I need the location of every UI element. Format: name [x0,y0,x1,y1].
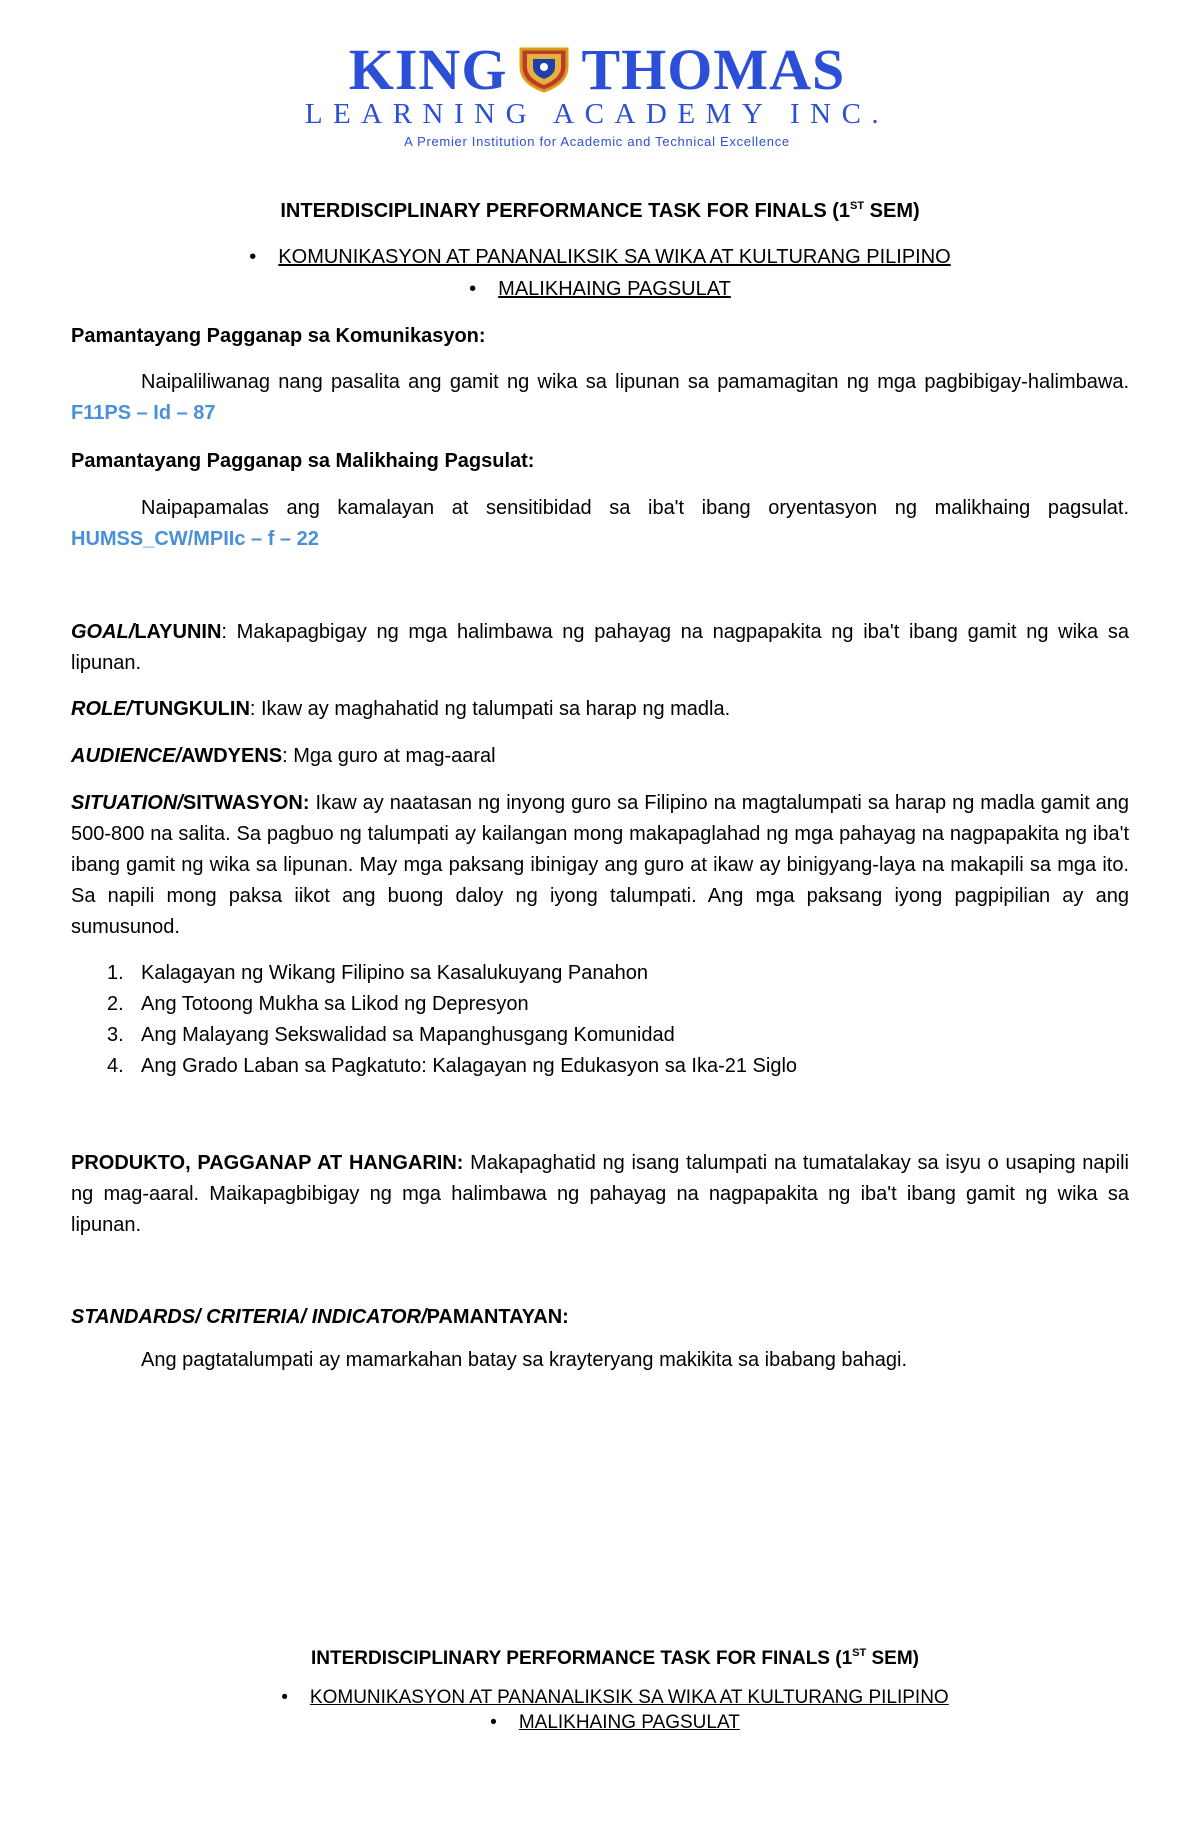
audience-label-en: AUDIENCE/ [71,745,182,767]
goal-label-en: GOAL/ [71,621,135,643]
std-mp-code: HUMSS_CW/MPIIc – f – 22 [71,528,319,550]
bullet-icon: • [469,278,477,300]
bullet-icon: • [490,1712,497,1733]
logo-subtitle: LEARNING ACADEMY INC. [304,98,890,130]
task-title [0,199,1200,223]
subject-malikhaing-pagsulat: MALIKHAING PAGSULAT [518,1712,740,1733]
list-item [71,989,1129,1020]
task-title-main: INTERDISCIPLINARY PERFORMANCE TASK FOR FINALS (1 [280,200,851,222]
logo-title [262,37,932,102]
task-title-end: SEM) [864,200,920,222]
topic-list [71,958,1129,1082]
role-label-fil: TUNGKULIN [132,698,250,720]
list-item [71,1051,1129,1082]
list-number: 4. [107,1055,124,1077]
situation-text: Ikaw ay naatasan ng inyong guro sa Filipino na magtalumpati sa harap ng madla gamit ang 500-800 na salita. Sa pagbuo ng talumpati ay kailangan mong makapaglahad ng mga pahayag na nagpapakita ng iba't ibang gamit ng wika sa lipunan. May mga paksang ibinigay ang guro at ikaw ay binigyang-laya na makapili sa mga ito. Sa napili mong paksa iikot ang buong daloy ng iyong talumpati. Ang mga paksang iyong pagpipilian ay ang sumusunod. [71,792,1129,938]
std-kom-paragraph [71,367,1129,429]
standards-label-en: STANDARDS/ CRITERIA/ INDICATOR/ [71,1306,427,1328]
task-title-page2 [0,1647,1200,1671]
situation-label-fil: SITWASYON: [182,792,310,814]
goal-text: : Makapagbigay ng mga halimbawa ng pahayag na nagpapakita ng iba't ibang gamit ng wika sa lipunan. [71,621,1129,674]
topic-text: Ang Grado Laban sa Pagkatuto: Kalagayan ng Edukasyon sa Ika-21 Siglo [141,1055,798,1077]
logo-title-right: THOMAS [581,37,846,102]
role-label-en: ROLE/ [71,698,133,720]
topic-text: Ang Totoong Mukha sa Likod ng Depresyon [141,993,529,1015]
audience-paragraph [71,741,1129,772]
topic-text: Ang Malayang Sekswalidad sa Mapanghusgang Komunidad [141,1024,675,1046]
std-kom-code: F11PS – Id – 87 [71,402,216,424]
std-mp-paragraph [71,493,1129,555]
topic-text: Kalagayan ng Wikang Filipino sa Kasalukuyang Panahon [141,962,649,984]
standards-text: Ang pagtatalumpati ay mamarkahan batay sa krayteryang makikita sa ibabang bahagi. [141,1349,908,1371]
task-title-end: SEM) [866,1648,919,1669]
goal-label-fil: LAYUNIN [134,621,222,643]
audience-text: : Mga guro at mag-aaral [282,745,496,767]
list-number: 1. [107,962,124,984]
produkto-label: PRODUKTO, PAGGANAP AT HANGARIN: [71,1152,464,1174]
school-logo [262,37,932,152]
standards-label-fil: PAMANTAYAN: [426,1306,569,1328]
role-text: : Ikaw ay maghahatid ng talumpati sa harap ng madla. [249,698,731,720]
std-mp-heading: Pamantayang Pagganap sa Malikhaing Pagsulat: [71,450,535,472]
subject-bullet-2 [0,276,1200,302]
standards-heading [71,1302,1129,1333]
std-kom-text: Naipaliliwanag nang pasalita ang gamit ng wika sa lipunan sa pamamagitan ng mga pagbibigay-halimbawa. [141,371,1129,393]
logo-tagline: A Premier Institution for Academic and Technical Excellence [404,134,790,149]
task-title-sup: ST [850,200,865,212]
list-item [71,1020,1129,1051]
subject-komunikasyon: KOMUNIKASYON AT PANANALIKSIK SA WIKA AT KULTURANG PILIPINO [278,246,951,268]
list-number: 3. [107,1024,124,1046]
situation-paragraph [71,788,1129,943]
task-title-sup: ST [852,1647,867,1659]
produkto-paragraph [71,1148,1129,1241]
subject-bullet-1 [0,244,1200,270]
role-paragraph [71,694,1129,725]
list-item [71,958,1129,989]
std-kom-heading: Pamantayang Pagganap sa Komunikasyon: [71,325,486,347]
subject-komunikasyon: KOMUNIKASYON AT PANANALIKSIK SA WIKA AT KULTURANG PILIPINO [309,1687,949,1708]
subject-bullet-1-page2 [0,1686,1200,1710]
shield-crest-icon [517,44,571,92]
list-number: 2. [107,993,124,1015]
task-title-main: INTERDISCIPLINARY PERFORMANCE TASK FOR FINALS (1 [310,1648,853,1669]
bullet-icon: • [281,1687,288,1708]
produkto-text: Makapaghatid ng isang talumpati na tumatalakay sa isyu o usaping napili ng mag-aaral. Maikapagbibigay ng mga halimbawa ng pahayag na nagpapakita ng iba't ibang gamit ng wika sa lipunan. [71,1152,1129,1236]
bullet-icon: • [249,246,257,268]
std-mp-text: Naipapamalas ang kamalayan at sensitibidad sa iba't ibang oryentasyon ng malikhaing pagsulat. [141,497,1129,519]
situation-label-en: SITUATION/ [71,792,183,814]
subject-bullet-2-page2 [0,1711,1200,1735]
goal-paragraph [71,617,1129,679]
logo-title-left: KING [348,37,508,102]
audience-label-fil: AWDYENS [181,745,283,767]
subject-malikhaing-pagsulat: MALIKHAING PAGSULAT [498,278,731,300]
